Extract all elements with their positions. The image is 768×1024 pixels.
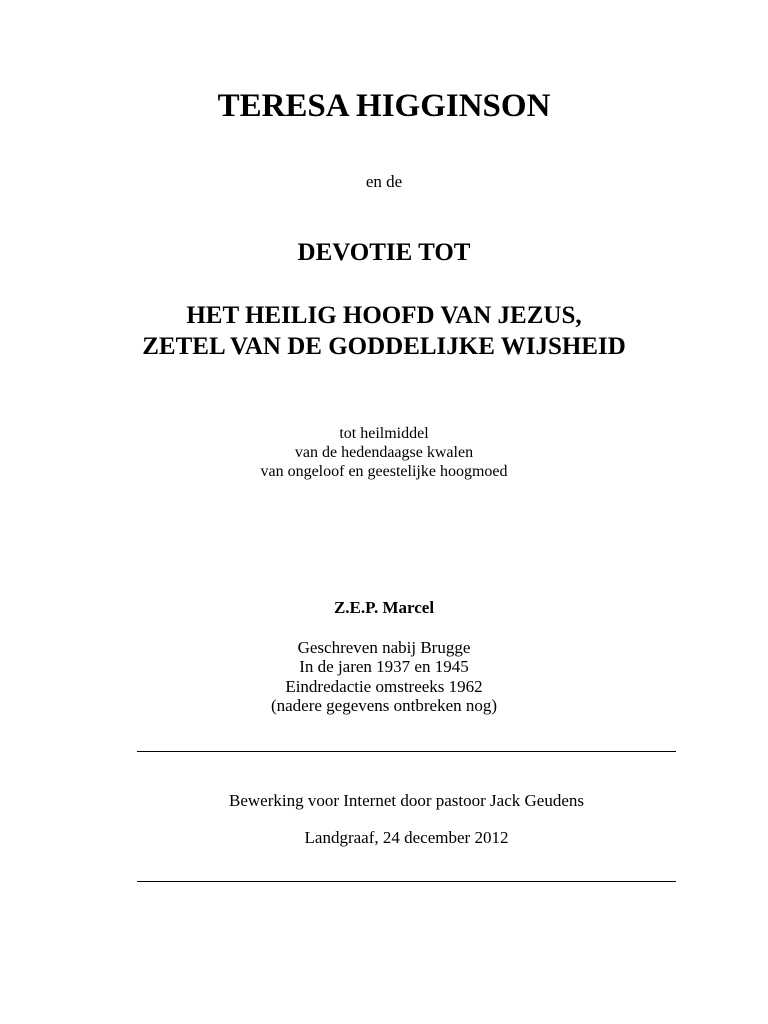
subtitle-line-3: van ongeloof en geestelijke hoogmoed bbox=[260, 463, 508, 480]
credit-line-1: Bewerking voor Internet door pastoor Jack Geudens bbox=[228, 791, 584, 810]
horizontal-rule-top bbox=[137, 751, 676, 752]
info-line-3: Eindredactie omstreeks 1962 bbox=[285, 677, 483, 696]
title-connector: en de bbox=[365, 172, 403, 191]
info-line-2: In de jaren 1937 en 1945 bbox=[299, 657, 469, 676]
credit-date: Landgraaf, 24 december 2012 bbox=[304, 828, 509, 847]
subtitle-line-1: tot heilmiddel bbox=[339, 425, 429, 442]
document-title: TERESA HIGGINSON bbox=[217, 88, 551, 124]
heading-line-3: ZETEL VAN DE GODDELIJKE WIJSHEID bbox=[142, 333, 626, 360]
info-line-4: (nadere gegevens ontbreken nog) bbox=[270, 696, 498, 715]
heading-line-1: DEVOTIE TOT bbox=[297, 239, 471, 266]
author-name: Z.E.P. Marcel bbox=[333, 598, 435, 617]
info-line-1: Geschreven nabij Brugge bbox=[297, 638, 471, 657]
horizontal-rule-bottom bbox=[137, 881, 676, 882]
heading-line-2: HET HEILIG HOOFD VAN JEZUS, bbox=[186, 302, 582, 329]
subtitle-line-2: van de hedendaagse kwalen bbox=[294, 444, 474, 461]
